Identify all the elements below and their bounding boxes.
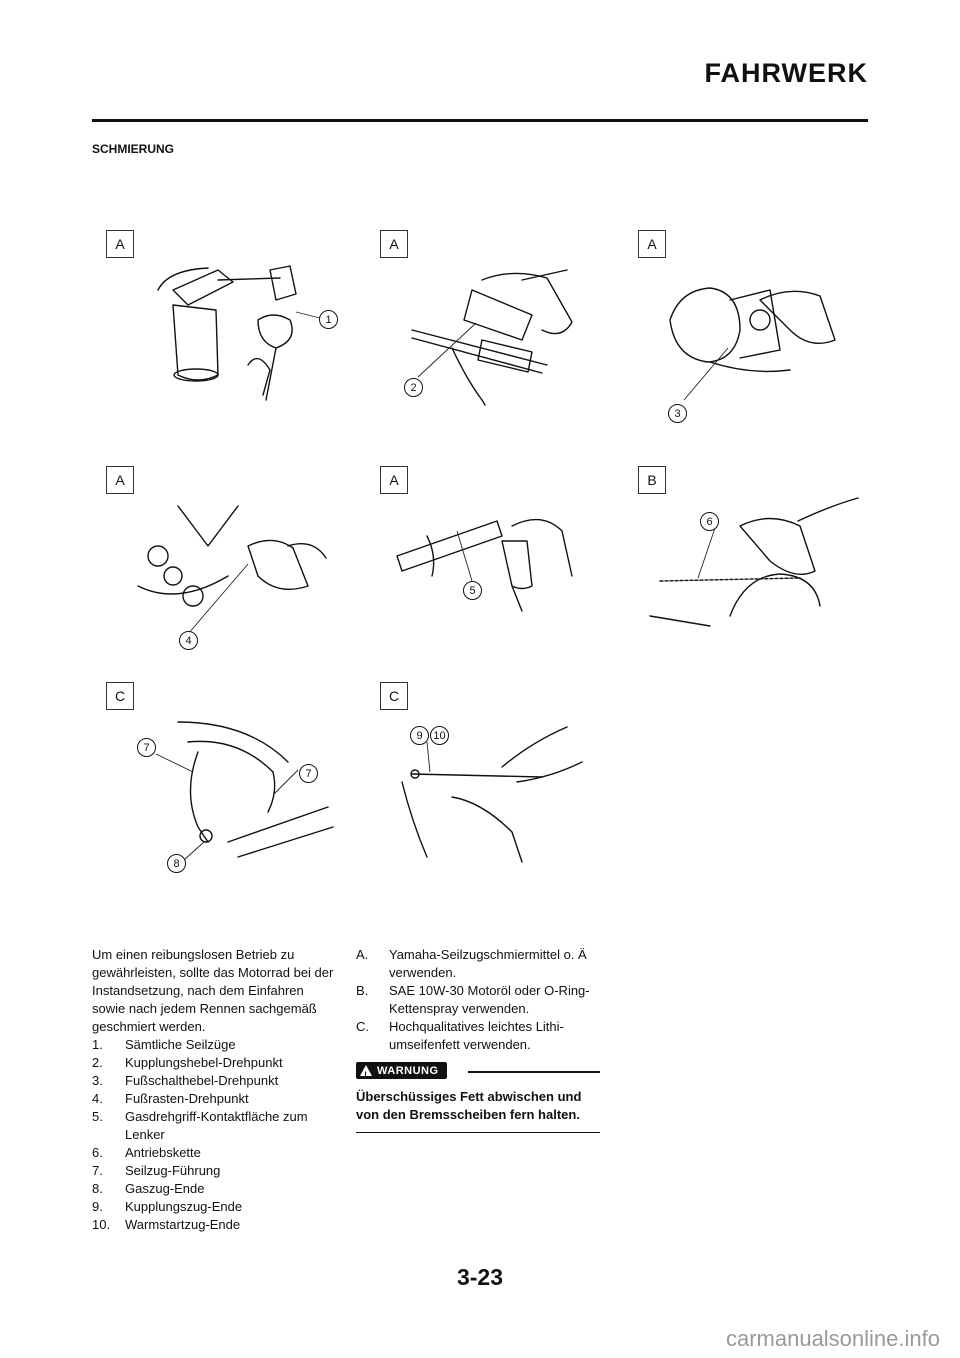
page-number: 3-23 [456, 1264, 504, 1290]
panel-label: A [380, 466, 408, 494]
illustration-shift-lever-pivot [630, 230, 890, 440]
list-item: 9. Kupplungszug-Ende [92, 1199, 243, 1214]
illustration-cable-lubrication [98, 230, 358, 440]
list-item: 3. Fußschalthebel-Drehpunkt [92, 1073, 279, 1088]
warning-header [356, 1062, 600, 1082]
footrest-drawing [98, 466, 358, 676]
callout-marker: 6 [700, 512, 719, 531]
list-item: 7. Seilzug-Führung [92, 1163, 221, 1178]
callout-marker: 2 [404, 378, 423, 397]
panel-label: A [380, 230, 408, 258]
callout-marker: 9 [410, 726, 429, 745]
watermark: carmanualsonline.info [725, 1326, 940, 1351]
header-rule [92, 119, 868, 122]
panel-label: B [638, 466, 666, 494]
intro-paragraph: Um einen reibungslosen Betrieb zu gewährleisten, sollte das Motorrad bei der Instandsetzung, nach dem Einfahren sowie nach jedem Rennen sachgemäß geschmiert werden. [92, 947, 334, 1034]
cable-ends-drawing [372, 682, 632, 892]
list-item: 1. Sämtliche Seilzüge [92, 1037, 236, 1052]
panel-label: C [380, 682, 408, 710]
list-item: 10. Warmstartzug-Ende [92, 1217, 241, 1232]
illustration-footrest-pivot [98, 466, 358, 676]
callout-marker: 5 [463, 581, 482, 600]
throttle-grip-drawing [372, 466, 632, 676]
callout-marker: 10 [430, 726, 449, 745]
panel-label: A [106, 230, 134, 258]
list-item: 4. Fußrasten-Drehpunkt [92, 1091, 249, 1106]
warning-text: Überschüssiges Fett abwischen und von den Bremsscheiben fern halten. [356, 1088, 600, 1133]
list-item: 2. Kupplungshebel-Drehpunkt [92, 1055, 283, 1070]
cable-guide-drawing [98, 682, 358, 892]
lubrication-points-column [92, 946, 336, 1234]
callout-marker: 7 [299, 764, 318, 783]
panel-label: C [106, 682, 134, 710]
list-item: 6. Antriebskette [92, 1145, 201, 1160]
callout-marker: 3 [668, 404, 687, 423]
list-item: 8. Gaszug-Ende [92, 1181, 205, 1196]
illustration-cable-guide [98, 682, 358, 892]
list-item: B. SAE 10W-30 Motoröl oder O-Ring-Kettenspray verwenden. [356, 983, 590, 1016]
drive-chain-drawing [630, 466, 890, 676]
warning-triangle-icon [360, 1065, 372, 1076]
page-header-title: FAHRWERK [704, 58, 868, 88]
illustration-cable-ends [372, 682, 632, 892]
list-item: C. Hochqualitatives leichtes Lithi-umseifenfett verwenden. [356, 1019, 564, 1052]
illustration-throttle-grip [372, 466, 632, 676]
cable-lubricator-drawing [98, 230, 358, 440]
list-item: 5. Gasdrehgriff-Kontaktfläche zum Lenker [92, 1109, 308, 1142]
panel-label: A [106, 466, 134, 494]
warning-rule [468, 1071, 600, 1073]
callout-marker: 8 [167, 854, 186, 873]
callout-marker: 7 [137, 738, 156, 757]
callout-marker: 4 [179, 631, 198, 650]
lubricant-list [356, 946, 600, 1054]
panel-label: A [638, 230, 666, 258]
illustration-clutch-lever-pivot [372, 230, 632, 440]
callout-marker: 1 [319, 310, 338, 329]
list-item: A. Yamaha-Seilzugschmiermittel o. Ä verwenden. [356, 947, 587, 980]
section-title: SCHMIERUNG [92, 142, 175, 156]
lubricant-types-column [356, 946, 600, 1133]
lubrication-points-list [92, 1036, 336, 1234]
clutch-lever-drawing [372, 230, 632, 440]
warning-badge: ! WARNUNG [356, 1062, 447, 1079]
illustration-drive-chain [630, 466, 890, 676]
